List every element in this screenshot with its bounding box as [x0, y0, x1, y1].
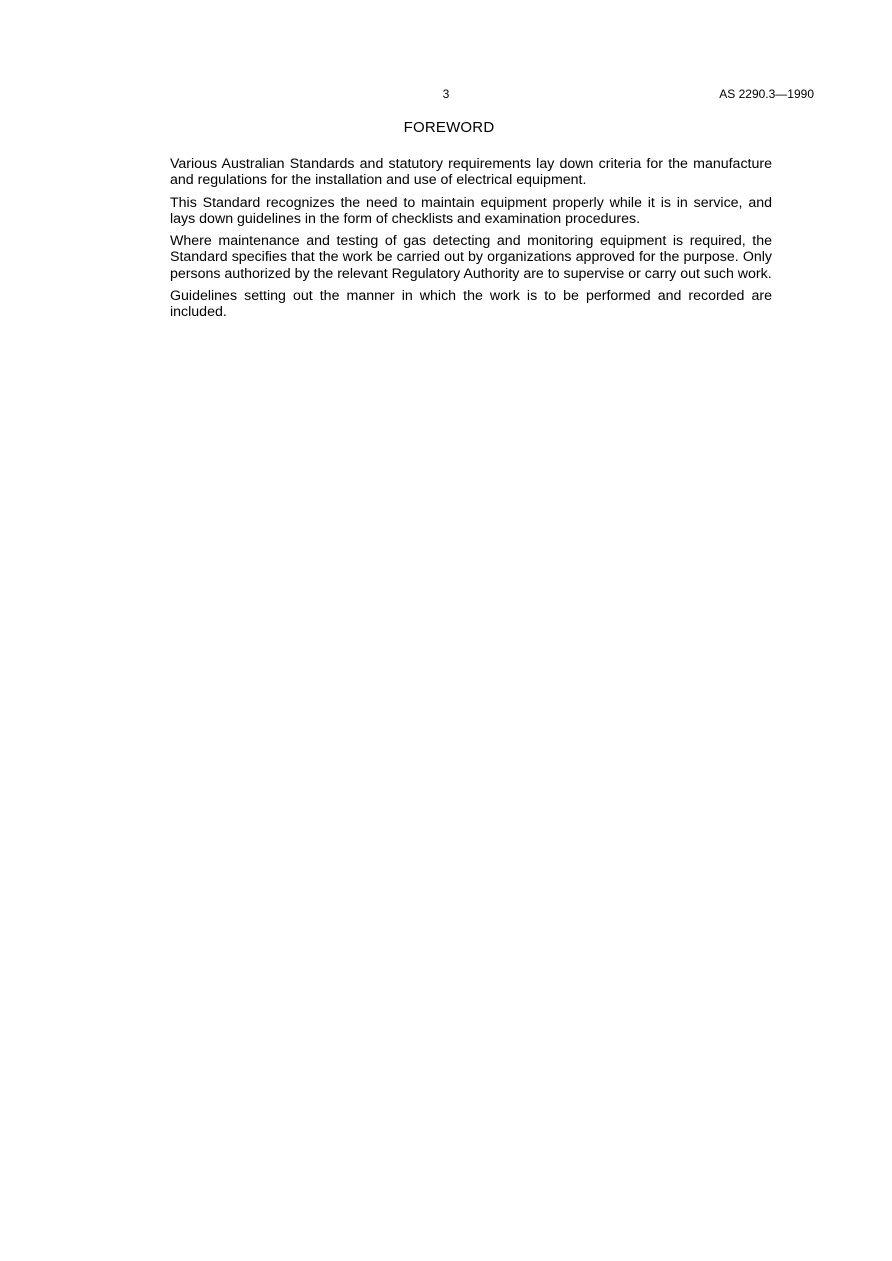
foreword-body: [170, 156, 772, 327]
foreword-paragraph-2: This Standard recognizes the need to maintain equipment properly while it is in service, and lays down guidelines in the form of checklists and examination procedures.: [170, 194, 772, 227]
document-id: AS 2290.3—1990: [719, 87, 814, 101]
foreword-heading: FOREWORD: [403, 119, 495, 136]
foreword-paragraph-4: Guidelines setting out the manner in which the work is to be performed and recorded are included.: [170, 288, 772, 321]
foreword-paragraph-3: Where maintenance and testing of gas detecting and monitoring equipment is required, the Standard specifies that the work be carried out by organizations approved for the purpose. Only persons authorized by the relevant Regulatory Authority are to supervise or carry out such work.: [170, 233, 772, 282]
foreword-paragraph-1: Various Australian Standards and statutory requirements lay down criteria for the manufacture and regulations for the installation and use of electrical equipment.: [170, 156, 772, 189]
page-number: 3: [442, 87, 450, 101]
